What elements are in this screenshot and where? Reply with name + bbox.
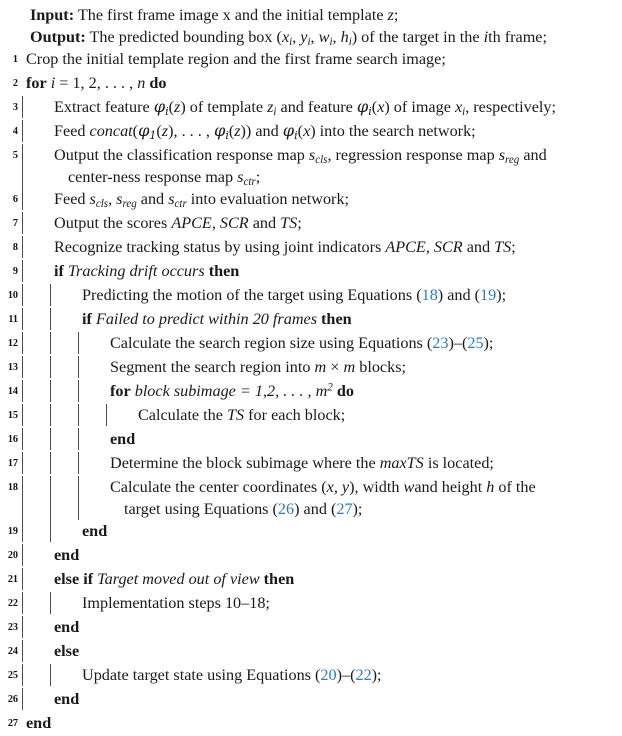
algorithm-line-25 — [0, 664, 622, 688]
line-body — [18, 212, 622, 234]
line-number: 17 — [7, 458, 18, 469]
line-body — [18, 188, 622, 210]
line-body — [18, 640, 622, 662]
algorithm-line-22 — [0, 592, 622, 616]
indent-guide — [50, 452, 51, 474]
line-text: Extract feature $\varphi_i(z)$ of template $z_i$ and feature $\varphi_i(x)$ of image $x_i$, respectively; — [54, 97, 556, 119]
line-body — [18, 144, 622, 188]
algorithm-line-5 — [0, 144, 622, 188]
line-number: 15 — [7, 410, 18, 421]
line-number: 2 — [12, 78, 18, 89]
line-text: Segment the search region into m × m blocks; — [110, 358, 406, 376]
line-body — [18, 452, 622, 474]
line-number: 25 — [7, 670, 18, 681]
indent-guide — [78, 404, 79, 426]
line-body — [18, 476, 622, 520]
indent-guide — [50, 380, 51, 402]
algorithm-line-21 — [0, 568, 622, 592]
line-body — [18, 520, 622, 542]
indent-guide — [22, 452, 23, 474]
line-text: Calculate the TS for each block; — [138, 406, 346, 424]
line-text: else if Target moved out of view then — [54, 570, 295, 588]
indent-guide — [22, 520, 23, 542]
indent-guide — [22, 404, 23, 426]
indent-guide — [78, 476, 79, 520]
line-text: Calculate the center coordinates (x, y), width wand height h of the target using Equations (26) and (27); — [110, 478, 536, 518]
indent-guide — [22, 688, 23, 710]
line-number: 21 — [7, 574, 18, 585]
line-body — [18, 664, 622, 686]
line-body — [18, 236, 622, 258]
algorithm-line-24 — [0, 640, 622, 664]
line-body — [18, 356, 622, 378]
algorithm-line-8 — [0, 236, 622, 260]
line-text: end — [82, 522, 108, 540]
line-body — [18, 404, 622, 426]
line-text: for i = 1, 2, . . . , n do — [26, 74, 167, 92]
algorithm-line-1 — [0, 48, 622, 72]
line-number: 24 — [7, 646, 18, 657]
line-number: 1 — [12, 54, 18, 65]
indent-guide — [22, 212, 23, 234]
line-body — [18, 120, 622, 142]
algorithm-output-text: Output: The predicted bounding box ($x_i$, $y_i$, $w_i$, $h_i$) of the target in the ith frame; — [30, 28, 547, 49]
algorithm-line-7 — [0, 212, 622, 236]
line-number: 9 — [12, 266, 18, 277]
input-label: Input: — [30, 6, 75, 24]
indent-guide — [22, 188, 23, 210]
indent-guide — [22, 308, 23, 330]
indent-guide — [22, 380, 23, 402]
indent-guide — [78, 332, 79, 354]
line-body — [18, 544, 622, 566]
line-body — [18, 712, 622, 734]
line-text: end — [54, 618, 80, 636]
line-text: Output the scores APCE, SCR and TS; — [54, 214, 302, 232]
line-text: end — [54, 690, 80, 708]
line-text: Output the classification response map $s_{cls}$, regression response map $s_{reg}$ and center-ness response map $s_{ctr}$; — [54, 146, 547, 189]
algorithm-input-text: Input: The first frame image x and the initial template z; — [30, 6, 399, 24]
algorithm-line-27 — [0, 712, 622, 736]
indent-guide — [50, 476, 51, 520]
indent-guide — [22, 664, 23, 686]
indent-guide — [22, 120, 23, 142]
line-number: 7 — [12, 218, 18, 229]
algorithm-line-6 — [0, 188, 622, 212]
algorithm-line-15 — [0, 404, 622, 428]
line-body — [18, 48, 622, 70]
line-number: 10 — [7, 290, 18, 301]
algorithm-line-4 — [0, 120, 622, 144]
algorithm-line-13 — [0, 356, 622, 380]
output-label: Output: — [30, 28, 86, 46]
line-body — [18, 332, 622, 354]
line-number: 22 — [7, 598, 18, 609]
indent-guide — [78, 428, 79, 450]
line-number: 13 — [7, 362, 18, 373]
indent-guide — [22, 616, 23, 638]
indent-guide — [50, 520, 51, 542]
line-body — [18, 688, 622, 710]
line-number: 3 — [12, 102, 18, 113]
indent-guide — [22, 568, 23, 590]
indent-guide — [50, 284, 51, 306]
indent-guide — [78, 380, 79, 402]
line-number: 19 — [7, 526, 18, 537]
line-number: 23 — [7, 622, 18, 633]
line-number: 14 — [7, 386, 18, 397]
line-text: Recognize tracking status by using joint indicators APCE, SCR and TS; — [54, 238, 516, 256]
line-number: 11 — [8, 314, 18, 325]
indent-guide — [22, 332, 23, 354]
indent-guide — [22, 96, 23, 118]
line-body — [18, 428, 622, 450]
algorithm-line-23 — [0, 616, 622, 640]
line-number: 18 — [7, 482, 18, 493]
indent-guide — [22, 356, 23, 378]
line-text: else — [54, 642, 80, 660]
indent-guide — [50, 356, 51, 378]
line-text: end — [54, 546, 80, 564]
indent-guide — [50, 592, 51, 614]
line-number: 20 — [7, 550, 18, 561]
line-body — [18, 568, 622, 590]
line-text: Feed $s_{cls}$, $s_{reg}$ and $s_{ctr}$ into evaluation network; — [54, 190, 350, 211]
indent-guide — [22, 544, 23, 566]
line-number: 6 — [12, 194, 18, 205]
line-text: Predicting the motion of the target using Equations (18) and (19); — [82, 286, 507, 304]
algorithm-line-18 — [0, 476, 622, 520]
line-text: end — [110, 430, 136, 448]
algorithm-output-row — [0, 26, 622, 48]
line-number: 12 — [7, 338, 18, 349]
indent-guide — [22, 476, 23, 520]
line-number: 16 — [7, 434, 18, 445]
line-text: Implementation steps 10–18; — [82, 594, 270, 612]
indent-guide — [106, 404, 107, 426]
indent-guide — [50, 332, 51, 354]
line-number: 27 — [7, 718, 18, 729]
line-text: if Failed to predict within 20 frames then — [82, 310, 352, 328]
algorithm-line-17 — [0, 452, 622, 476]
line-body — [18, 284, 622, 306]
indent-guide — [50, 428, 51, 450]
algorithm-line-14 — [0, 380, 622, 404]
algorithm-line-11 — [0, 308, 622, 332]
algorithm-input-row — [0, 4, 622, 26]
line-text: for block subimage = 1,2, . . . , $m^2$ do — [110, 381, 354, 400]
line-body — [18, 592, 622, 614]
line-body — [18, 380, 622, 402]
indent-guide — [50, 308, 51, 330]
line-number: 5 — [12, 150, 18, 161]
indent-guide — [22, 284, 23, 306]
line-number: 26 — [7, 694, 18, 705]
indent-guide — [22, 592, 23, 614]
algorithm-line-2 — [0, 72, 622, 96]
indent-guide — [22, 236, 23, 258]
line-text: Crop the initial template region and the first frame search image; — [26, 50, 446, 68]
line-text: Calculate the search region size using Equations (23)–(25); — [110, 334, 494, 352]
indent-guide — [78, 356, 79, 378]
indent-guide — [22, 428, 23, 450]
line-text: end — [26, 714, 52, 732]
algorithm-line-20 — [0, 544, 622, 568]
indent-guide — [50, 404, 51, 426]
line-body — [18, 616, 622, 638]
line-body — [18, 72, 622, 94]
line-text: Feed $concat(\varphi_1(z)$, . . . , $\varphi_i(z)$) and $\varphi_i(x)$ into the search network; — [54, 121, 476, 143]
line-text: Determine the block subimage where the maxTS is located; — [110, 454, 494, 472]
line-body — [18, 96, 622, 118]
algorithm-line-3 — [0, 96, 622, 120]
algorithm-line-16 — [0, 428, 622, 452]
indent-guide — [22, 260, 23, 282]
algorithm-line-12 — [0, 332, 622, 356]
indent-guide — [22, 144, 23, 188]
indent-guide — [78, 452, 79, 474]
line-body — [18, 260, 622, 282]
algorithm-line-9 — [0, 260, 622, 284]
line-text: Update target state using Equations (20)–(22); — [82, 666, 382, 684]
indent-guide — [22, 640, 23, 662]
algorithm-line-26 — [0, 688, 622, 712]
line-number: 4 — [12, 126, 18, 137]
indent-guide — [50, 664, 51, 686]
line-text: if Tracking drift occurs then — [54, 262, 240, 280]
algorithm-line-10 — [0, 284, 622, 308]
algorithm-line-19 — [0, 520, 622, 544]
line-number: 8 — [12, 242, 18, 253]
line-body — [18, 308, 622, 330]
